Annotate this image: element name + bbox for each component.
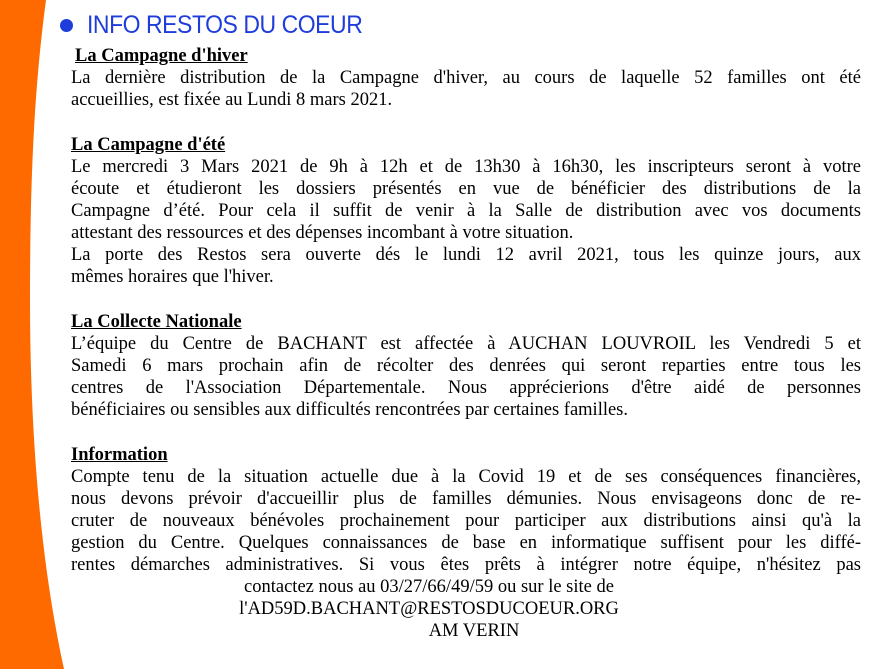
contact-phone-line: contactez nous au 03/27/66/49/59 ou sur le site de	[244, 577, 614, 597]
paragraph-line: accueillies, est fixée au Lundi 8 mars 2021.	[71, 90, 393, 110]
paragraph-line: rentes démarches administratives. Si vous êtes prêts à intégrer notre équipe, n'hésitez pas	[71, 555, 861, 575]
page-title: INFO RESTOS DU COEUR	[87, 11, 363, 39]
paragraph-line: La dernière distribution de la Campagne d'hiver, au cours de laquelle 52 familles ont été	[71, 68, 861, 88]
section-paragraph	[71, 156, 861, 288]
section-title: La Collecte Nationale	[71, 312, 242, 332]
document-body	[71, 45, 861, 642]
paragraph-line: centres de l'Association Départementale. Nous apprécierions d'être aidé de personnes	[71, 378, 861, 398]
contact-block	[71, 576, 861, 642]
paragraph-line: L’équipe du Centre de BACHANT est affectée à AUCHAN LOUVROIL les Vendredi 5 et	[71, 334, 861, 354]
section-title: La Campagne d'été	[71, 135, 226, 155]
paragraph-line: gestion du Centre. Quelques connaissances de base en informatique suffisent pour les diffé-	[71, 533, 861, 553]
signature: AM VERIN	[428, 621, 520, 641]
section-paragraph	[71, 67, 861, 111]
section-campagne-ete	[71, 134, 861, 288]
paragraph-line: attestant des ressources et des dépenses incombant à votre situation.	[71, 223, 574, 243]
contact-email-line: l'AD59D.BACHANT@RESTOSDUCOEUR.ORG	[239, 599, 619, 619]
paragraph-line: nous devons prévoir d'accueillir plus de familles démunies. Nous envisageons donc de re-	[71, 489, 861, 509]
paragraph-line: La porte des Restos sera ouverte dés le lundi 12 avril 2021, tous les quinze jours, aux	[71, 245, 861, 265]
section-paragraph	[71, 333, 861, 421]
paragraph-line: Le mercredi 3 Mars 2021 de 9h à 12h et de 13h30 à 16h30, les inscripteurs seront à votre	[71, 157, 861, 177]
paragraph-line: mêmes horaires que l'hiver.	[71, 267, 274, 287]
paragraph-line: Campagne d’été. Pour cela il suffit de venir à la Salle de distribution avec vos documents	[71, 201, 861, 221]
paragraph-line: bénéficiaires ou sensibles aux difficultés rencontrées par certaines familles.	[71, 400, 629, 420]
paragraph-line: Compte tenu de la situation actuelle due à la Covid 19 et de ses conséquences financières,	[71, 467, 861, 487]
section-information	[71, 444, 861, 576]
paragraph-line: cruter de nouveaux bénévoles prochainement pour participer aux distributions ainsi qu'à la	[71, 511, 861, 531]
section-title: La Campagne d'hiver	[75, 46, 248, 66]
section-paragraph	[71, 466, 861, 576]
section-campagne-hiver	[71, 45, 861, 111]
paragraph-line: Samedi 6 mars prochain afin de récolter des denrées qui seront reparties entre tous les	[71, 356, 861, 376]
section-title: Information	[71, 445, 168, 465]
header	[60, 11, 386, 40]
bullet-dot-icon	[60, 19, 73, 32]
paragraph-line: écoute et étudieront les dossiers présentés en vue de bénéficier des distributions de la	[71, 179, 861, 199]
section-collecte-nationale	[71, 311, 861, 421]
